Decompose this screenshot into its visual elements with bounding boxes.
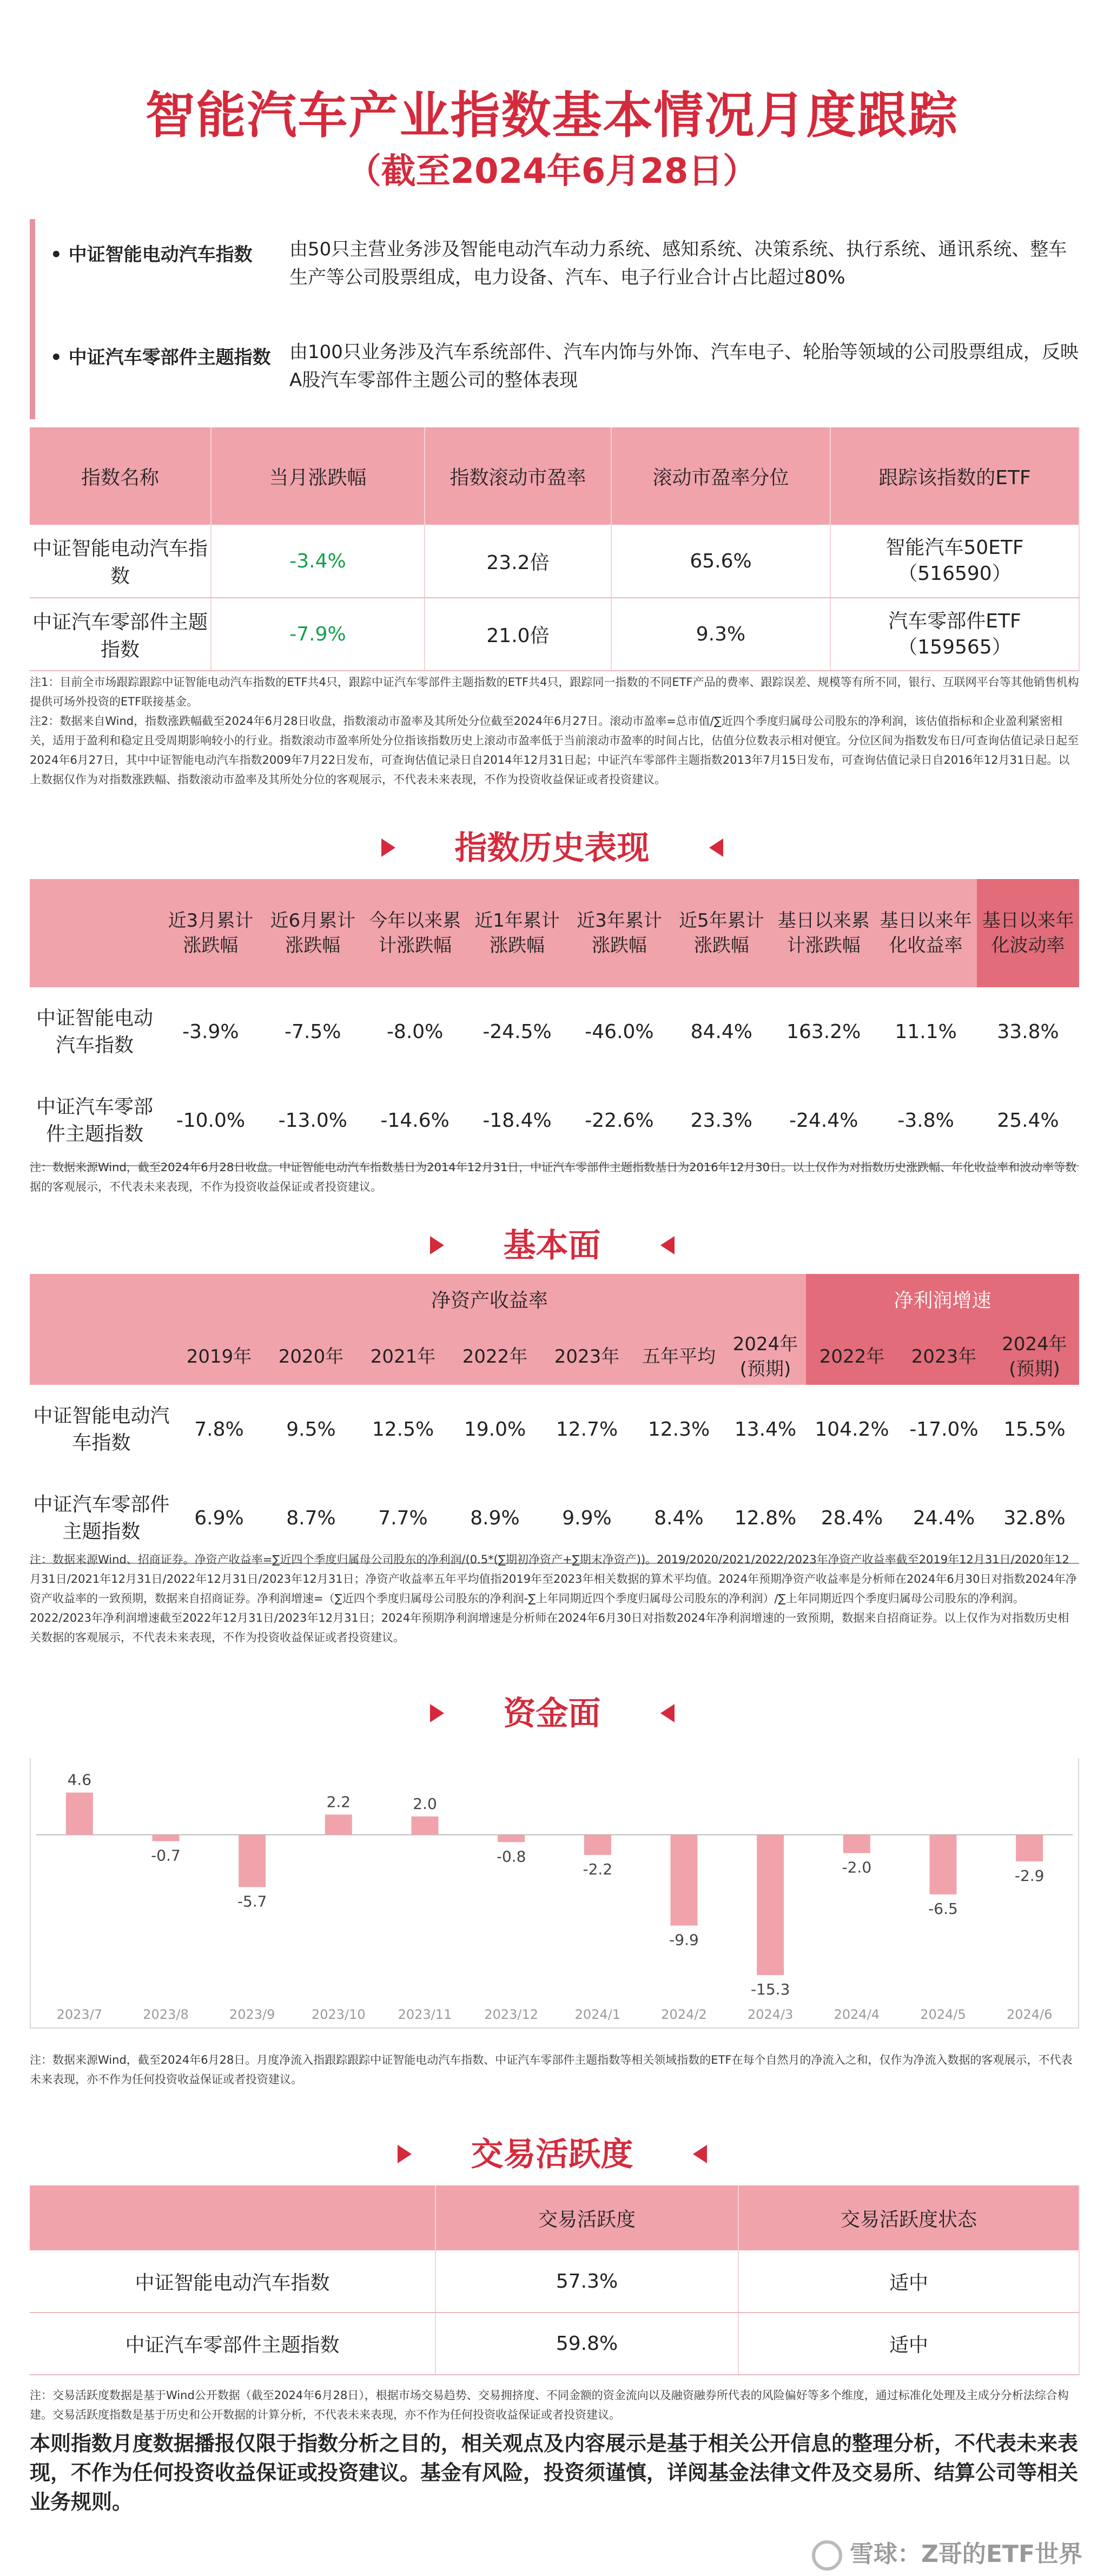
intro-desc: 由100只业务涉及汽车系统部件、汽车内饰与外饰、汽车电子、轮胎等领域的公司股票组成，反映A股汽车零部件主题公司的整体表现 <box>289 341 1079 391</box>
col-header: 当月涨跌幅 <box>211 427 425 525</box>
cell: -24.4% <box>772 1076 875 1166</box>
bar <box>325 1814 352 1834</box>
table-row <box>30 1076 1079 1166</box>
cell: 33.8% <box>997 1020 1059 1043</box>
cell: -18.4% <box>466 1076 568 1166</box>
cell: 28.4% <box>806 1474 898 1563</box>
cell: 12.7% <box>556 1418 618 1441</box>
bar <box>66 1793 93 1835</box>
cell: -46.0% <box>585 1020 654 1043</box>
cell: -17.0% <box>909 1418 979 1441</box>
bar <box>153 1835 180 1841</box>
x-tick-label: 2024/6 <box>1006 2007 1053 2022</box>
section-flows <box>0 1688 1104 1734</box>
cell: 13.4% <box>734 1418 797 1441</box>
col-header: 近1年累计涨跌幅 <box>466 879 568 987</box>
col-header: 近3年累计涨跌幅 <box>568 879 671 987</box>
section-title: 基本面 <box>503 1227 601 1265</box>
bar <box>757 1835 784 1975</box>
table-row <box>30 598 1079 671</box>
fundamentals-table <box>30 1274 1079 1564</box>
cell: 12.3% <box>647 1418 710 1441</box>
triangle-left-icon <box>660 1236 675 1254</box>
cell: -24.5% <box>482 1020 552 1043</box>
col-header: 2024年(预期) <box>725 1328 806 1385</box>
triangle-left-icon <box>709 838 723 857</box>
table-row <box>30 2313 1079 2375</box>
col-header: 滚动市盈率分位 <box>611 427 830 525</box>
page-title: 智能汽车产业指数基本情况月度跟踪 <box>145 87 959 144</box>
intro-desc: 由50只主营业务涉及智能电动汽车动力系统、感知系统、决策系统、执行系统、通讯系统、整车生产等公司股票组成，电力设备、汽车、电子行业合计占比超过80% <box>289 239 1067 288</box>
triangle-left-icon <box>693 2145 707 2163</box>
col-header: 交易活跃度 <box>435 2185 738 2250</box>
etf-code: （159565） <box>898 636 1012 658</box>
col-header: 交易活跃度状态 <box>738 2185 1079 2250</box>
etf-name: 智能汽车50ETF <box>885 537 1024 559</box>
bar <box>239 1835 266 1887</box>
cell: -8.0% <box>386 1020 444 1043</box>
bar <box>498 1835 525 1842</box>
section-title: 交易活跃度 <box>471 2136 633 2174</box>
index-name: 中证智能电动汽车指数 <box>30 525 211 598</box>
cell: 25.4% <box>977 1076 1079 1166</box>
group-header-growth: 净利润增速 <box>806 1274 1079 1328</box>
col-header: 基日以来累计涨跌幅 <box>772 879 875 987</box>
data-label: -0.8 <box>496 1847 526 1866</box>
tracking-etf <box>830 598 1079 671</box>
data-label: -0.7 <box>151 1846 181 1865</box>
etf-code: （516590） <box>898 563 1012 585</box>
cell: 9.9% <box>541 1474 633 1563</box>
cell: -14.6% <box>364 1076 466 1166</box>
cell: 8.9% <box>449 1474 541 1563</box>
data-label: -15.3 <box>750 1980 790 1999</box>
activity-value: 59.8% <box>435 2313 738 2375</box>
cell: 12.5% <box>372 1418 434 1441</box>
snowball-logo-icon <box>812 2540 842 2571</box>
table-group-row <box>30 1274 1079 1328</box>
cell: 8.4% <box>633 1474 725 1563</box>
index-name: 中证汽车零部件主题指数 <box>30 1474 173 1563</box>
section-title: 资金面 <box>503 1695 601 1733</box>
x-tick-label: 2023/7 <box>56 2007 103 2022</box>
index-name: 中证汽车零部件主题指数 <box>30 598 211 671</box>
col-header: 近6月累计涨跌幅 <box>262 879 364 987</box>
x-tick-label: 2023/11 <box>398 2007 452 2022</box>
monthly-change: -7.9% <box>211 598 425 671</box>
x-tick-label: 2024/4 <box>834 2007 880 2022</box>
table-row <box>30 987 1079 1076</box>
x-tick-label: 2024/1 <box>574 2007 621 2022</box>
col-header: 2022年 <box>806 1328 898 1385</box>
flows-bar-chart <box>31 1758 1078 2027</box>
cell: 163.2% <box>786 1020 861 1043</box>
index-name: 中证智能电动汽车指数 <box>33 1404 170 1454</box>
data-label: -5.7 <box>237 1892 267 1911</box>
data-label: -2.9 <box>1014 1866 1044 1885</box>
col-header: 2022年 <box>449 1328 541 1385</box>
tracking-etf <box>830 525 1079 598</box>
activity-value: 57.3% <box>435 2250 738 2313</box>
activity-status: 适中 <box>738 2250 1079 2313</box>
col-header: 基日以来年化收益率 <box>875 879 977 987</box>
col-header: 2020年 <box>265 1328 357 1385</box>
cell: 15.5% <box>1003 1418 1066 1441</box>
cell: -3.8% <box>875 1076 977 1166</box>
monthly-change: -3.4% <box>211 525 425 598</box>
cell: 9.5% <box>286 1418 336 1441</box>
index-intro <box>30 219 1079 419</box>
bar <box>930 1835 957 1894</box>
intro-name: • 中证智能电动汽车指数 <box>50 244 253 266</box>
disclaimer: 本则指数月度数据播报仅限于指数分析之目的，相关观点及内容展示是基于相关公开信息的整理分析，不代表未来表现，不作为任何投资收益保证或投资建议。基金有风险，投资须谨慎，详阅基金法律文件及交易所、结算公司等相关业务规则。 <box>30 2432 1079 2514</box>
cell: -3.9% <box>182 1020 239 1043</box>
section-history <box>0 822 1104 869</box>
triangle-right-icon <box>430 1704 444 1722</box>
cell: 104.2% <box>815 1418 889 1441</box>
section-fundamentals <box>0 1220 1104 1266</box>
activity-table <box>30 2185 1080 2375</box>
bar <box>1016 1835 1043 1861</box>
col-header: 近5年累计涨跌幅 <box>670 879 772 987</box>
rolling-pe: 21.0倍 <box>425 598 611 671</box>
cell: 24.4% <box>898 1474 990 1563</box>
index-name: 中证汽车零部件主题指数 <box>30 2313 435 2375</box>
col-header: 基日以来年化波动率 <box>977 879 1079 987</box>
col-header: 近3月累计涨跌幅 <box>160 879 262 987</box>
col-header: 五年平均 <box>633 1328 725 1385</box>
data-label: 2.0 <box>413 1794 437 1813</box>
bar <box>584 1835 611 1855</box>
pe-percentile: 9.3% <box>611 598 830 671</box>
cell: 84.4% <box>690 1020 753 1043</box>
overview-note-2: 注2：数据来自Wind，指数涨跌幅截至2024年6月28日收盘，指数滚动市盈率及其所处分位截至2024年6月27日。滚动市盈率=总市值/∑近四个季度归属母公司股东的净利润，该估值指标和企业盈利紧密相关，适用于盈利和稳定且受周期影响较小的行业。指数滚动市盈率所处分位指该指数历史上滚动市盈率低于当前滚动市盈率的时间占比，估值分位数表示相对便宜。分位区间为指数发布日/可查询估值记录日起至2024年6月27日，其中中证智能电动汽车指数2009年7月22日发布，可查询估值记录日自2014年12月31日起；中证汽车零部件主题指数2013年7月15日发布，可查询估值记录日自2016年12月31日起。以上数据仅作为对指数涨跌幅、指数滚动市盈率及其所处分位的客观展示，不代表未来表现，不作为投资收益保证或者投资建议。 <box>30 715 1079 786</box>
col-header: 指数名称 <box>30 427 211 525</box>
cell: 6.9% <box>173 1474 265 1563</box>
data-label: 4.6 <box>67 1771 92 1789</box>
x-tick-label: 2023/9 <box>229 2007 275 2022</box>
activity-status: 适中 <box>738 2313 1079 2375</box>
bar <box>671 1835 698 1926</box>
bar <box>412 1817 439 1835</box>
rolling-pe: 23.2倍 <box>425 525 611 598</box>
table-row <box>30 1385 1079 1474</box>
group-header-roe: 净资产收益率 <box>173 1274 806 1328</box>
col-header: 2019年 <box>173 1328 265 1385</box>
cell: -7.5% <box>285 1020 341 1043</box>
data-label: -2.2 <box>583 1860 613 1879</box>
table-header-row <box>30 427 1079 525</box>
bar <box>843 1835 870 1853</box>
cell: 7.8% <box>194 1418 244 1441</box>
overview-table <box>30 427 1080 671</box>
section-title: 指数历史表现 <box>454 829 650 867</box>
triangle-left-icon <box>660 1704 675 1722</box>
table-row <box>30 2250 1079 2313</box>
cell: -22.6% <box>568 1076 671 1166</box>
watermark-text: 雪球：Z哥的ETF世界 <box>849 2540 1082 2568</box>
cell: 8.7% <box>265 1474 357 1563</box>
fundamentals-note: 注：数据来源Wind、招商证券。净资产收益率=∑近四个季度归属母公司股东的净利润/(0.5*(∑期初净资产+∑期末净资产))。2019/2020/2021/2022/2023年净资产收益率截至2019年12月31日/2020年12月31日/2021年12月31日/2022年12月31日/2023年12月31日；净资产收益率五年平均值指2019年至2023年相关数据的算术平均值。2024年预期净资产收益率是分析师在2024年6月30日对指数2024年净资产收益率的一致预期，数据来自招商证券。净利润增速=（∑近四个季度归属母公司股东的净利润-∑上年同期近四个季度归属母公司股东的净利润）/∑上年同期近四个季度归属母公司股东的净利润。2022/2023年净利润增速截至2022年12月31日/2023年12月31日；2024年预期净利润增速是分析师在2024年6月30日对指数2024年净利润增速的一致预期，数据来自招商证券。以上仅作为对指数历史相关数据的客观展示，不代表未来表现，不作为投资收益保证或者投资建议。 <box>30 1553 1077 1644</box>
activity-note: 注：交易活跃度数据是基于Wind公开数据（截至2024年6月28日），根据市场交易趋势、交易拥挤度、不同金额的资金流向以及融资融券所代表的风险偏好等多个维度，通过标准化处理及主成分分析法综合构建。交易活跃度指数是基于历史和公开数据的计算分析，不代表未来表现，亦不作为任何投资收益保证或者投资建议。 <box>30 2389 1069 2421</box>
triangle-right-icon <box>430 1236 444 1254</box>
table-row <box>30 525 1079 598</box>
corner-cell <box>30 1274 173 1385</box>
col-header: 指数滚动市盈率 <box>425 427 611 525</box>
page-subtitle: （截至2024年6月28日） <box>346 151 758 191</box>
col-header: 2021年 <box>357 1328 449 1385</box>
intro-name: • 中证汽车零部件主题指数 <box>50 347 271 368</box>
col-header: 跟踪该指数的ETF <box>830 427 1079 525</box>
index-name: 中证汽车零部件主题指数 <box>30 1076 160 1166</box>
x-tick-label: 2024/3 <box>747 2007 794 2022</box>
cell: -10.0% <box>160 1076 262 1166</box>
cell: 12.8% <box>725 1474 806 1563</box>
cell: 23.3% <box>670 1076 772 1166</box>
triangle-right-icon <box>381 838 395 857</box>
x-tick-label: 2023/10 <box>311 2007 366 2022</box>
data-label: 2.2 <box>326 1793 351 1811</box>
cell: 7.7% <box>357 1474 449 1563</box>
watermark <box>812 2534 1082 2571</box>
history-table <box>30 879 1079 1166</box>
etf-name: 汽车零部件ETF <box>888 610 1021 632</box>
x-tick-label: 2024/2 <box>661 2007 707 2022</box>
history-note: 注：数据来源Wind，截至2024年6月28日收盘。中证智能电动汽车指数基日为2014年12月31日，中证汽车零部件主题指数基日为2016年12月30日。以上仅作为对指数历史涨跌幅、年化收益率和波动率等数据的客观展示，不代表未来表现，不作为投资收益保证或者投资建议。 <box>30 1161 1077 1193</box>
flows-chart <box>30 1758 1079 2029</box>
col-header <box>30 2185 435 2250</box>
index-name: 中证智能电动汽车指数 <box>36 1007 153 1056</box>
x-tick-label: 2024/5 <box>920 2007 966 2022</box>
col-header <box>30 879 160 987</box>
table-header-row <box>30 879 1079 987</box>
cell: 11.1% <box>895 1020 957 1043</box>
table-header-row <box>30 1328 1079 1385</box>
col-header: 今年以来累计涨跌幅 <box>364 879 466 987</box>
data-label: -9.9 <box>669 1931 699 1949</box>
cell: 32.8% <box>990 1474 1079 1563</box>
col-header: 2023年 <box>541 1328 633 1385</box>
table-header-row <box>30 2185 1079 2250</box>
index-name: 中证智能电动汽车指数 <box>30 2250 435 2313</box>
overview-note-1: 注1：目前全市场跟踪跟踪中证智能电动汽车指数的ETF共4只，跟踪中证汽车零部件主题指数的ETF共4只，跟踪同一指数的不同ETF产品的费率、跟踪误差、规模等有所不同，银行、互联网平台等其他销售机构提供可场外投资的ETF联接基金。 <box>30 676 1079 708</box>
data-label: -2.0 <box>842 1858 872 1877</box>
x-tick-label: 2023/12 <box>484 2007 539 2022</box>
x-tick-label: 2023/8 <box>143 2007 189 2022</box>
data-label: -6.5 <box>928 1899 958 1918</box>
col-header: 2024年(预期) <box>990 1328 1079 1385</box>
col-header: 2023年 <box>898 1328 990 1385</box>
flows-note: 注：数据来源Wind，截至2024年6月28日。月度净流入指跟踪跟踪中证智能电动汽车指数、中证汽车零部件主题指数等相关领域指数的ETF在每个自然月的净流入之和，仅作为净流入数据的客观展示，不代表未来表现，亦不作为任何投资收益保证或者投资建议。 <box>30 2053 1073 2086</box>
cell: -13.0% <box>262 1076 364 1166</box>
cell: 19.0% <box>464 1418 526 1441</box>
section-activity <box>0 2129 1104 2175</box>
triangle-right-icon <box>398 2145 412 2163</box>
pe-percentile: 65.6% <box>611 525 830 598</box>
